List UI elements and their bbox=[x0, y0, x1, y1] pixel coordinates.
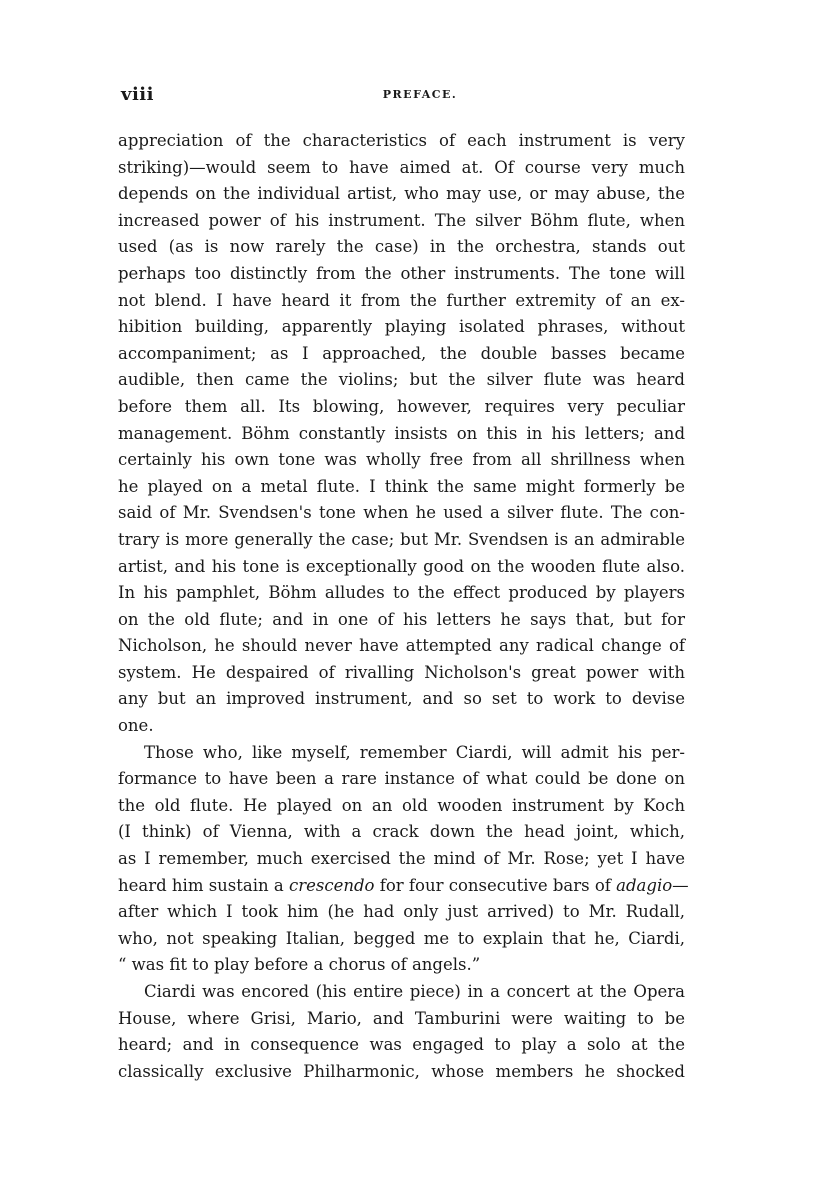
paragraph-start-line: Those who, like myself, remember Ciardi, will admit his per- bbox=[144, 742, 685, 762]
text-line: artist, and his tone is exceptionally good on the wooden flute also. bbox=[118, 556, 685, 576]
italic-word: adagio bbox=[616, 875, 673, 895]
text-line: who, not speaking Italian, begged me to explain that he, Ciardi, bbox=[118, 928, 685, 948]
text-line: he played on a metal flute. I think the same might formerly be bbox=[118, 476, 685, 496]
text-line: depends on the individual artist, who may use, or may abuse, the bbox=[118, 184, 685, 204]
text-line: In his pamphlet, Böhm alludes to the effect produced by players bbox=[118, 583, 685, 603]
text-line: system. He despaired of rivalling Nicholson's great power with bbox=[118, 662, 685, 682]
text-line: increased power of his instrument. The silver Böhm flute, when bbox=[118, 210, 685, 230]
text-line: striking)—would seem to have aimed at. Of course very much bbox=[118, 157, 685, 177]
page-number: viii bbox=[121, 84, 154, 105]
running-head: PREFACE. bbox=[382, 88, 458, 101]
text-line: certainly his own tone was wholly free from all shrillness when bbox=[118, 450, 685, 470]
italic-word: crescendo bbox=[288, 875, 375, 895]
text-line: accompaniment; as I approached, the double basses became bbox=[118, 343, 685, 363]
text-line: as I remember, much exercised the mind of Mr. Rose; yet I have bbox=[118, 849, 685, 869]
text-line: House, where Grisi, Mario, and Tamburini were waiting to be bbox=[118, 1008, 685, 1028]
text-line-italic bbox=[118, 873, 689, 900]
text-line: (I think) of Vienna, with a crack down the head joint, which, bbox=[118, 822, 685, 842]
text-line: hibition building, apparently playing isolated phrases, without bbox=[118, 317, 685, 337]
text-line: after which I took him (he had only just arrived) to Mr. Rudall, bbox=[118, 902, 685, 922]
text-line: one. bbox=[118, 716, 154, 736]
text-line: perhaps too distinctly from the other instruments. The tone will bbox=[118, 263, 685, 283]
text-line: management. Böhm constantly insists on this in his letters; and bbox=[118, 423, 685, 443]
text-line: “ was fit to play before a chorus of angels.” bbox=[118, 955, 481, 975]
text-line: Nicholson, he should never have attempted any radical change of bbox=[118, 636, 685, 656]
text-line: classically exclusive Philharmonic, whose members he shocked bbox=[118, 1061, 685, 1081]
text-line: audible, then came the violins; but the silver flute was heard bbox=[118, 370, 685, 390]
text-line: heard; and in consequence was engaged to play a solo at the bbox=[118, 1035, 685, 1055]
text-line: before them all. Its blowing, however, requires very peculiar bbox=[118, 396, 685, 416]
text-segment: for four consecutive bars of bbox=[374, 875, 617, 895]
paragraph-start-line: Ciardi was encored (his entire piece) in a concert at the Opera bbox=[144, 982, 685, 1001]
text-line: formance to have been a rare instance of what could be done on bbox=[118, 769, 685, 789]
text-line: said of Mr. Svendsen's tone when he used a silver flute. The con- bbox=[118, 503, 685, 523]
text-line: trary is more generally the case; but Mr. Svendsen is an admirable bbox=[118, 529, 685, 549]
text-line: appreciation of the characteristics of each instrument is very bbox=[118, 131, 685, 150]
body-text bbox=[118, 128, 689, 1085]
text-line: on the old flute; and in one of his letters he says that, but for bbox=[118, 609, 685, 629]
text-line: any but an improved instrument, and so set to work to devise bbox=[118, 689, 685, 709]
text-segment: heard him sustain a bbox=[118, 875, 289, 895]
text-segment: — bbox=[672, 875, 689, 895]
text-line: the old flute. He played on an old wooden instrument by Koch bbox=[118, 795, 685, 815]
text-line: not blend. I have heard it from the further extremity of an ex- bbox=[118, 290, 685, 310]
text-line: used (as is now rarely the case) in the orchestra, stands out bbox=[118, 237, 685, 257]
